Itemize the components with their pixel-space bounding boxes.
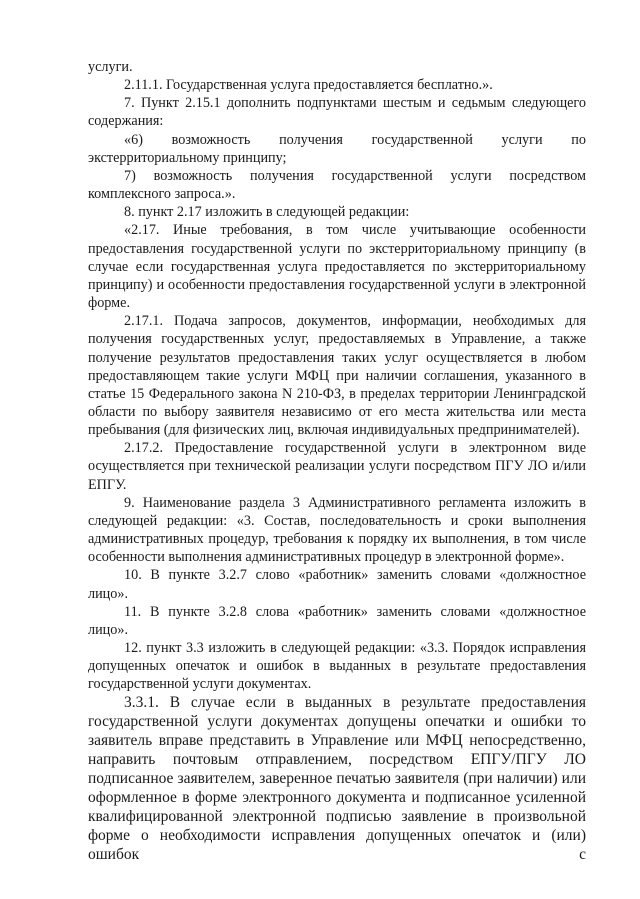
paragraph-subitem-7: 7) возможность получения государственной услуги посредством комплексного запроса.». [88,167,586,203]
paragraph-2-17-1: 2.17.1. Подача запросов, документов, информации, необходимых для получения государственных услуг, предоставляемых в Управление, а также получение результатов предоставления таких услуг осуществляется в любом предоставляющем такие услуги МФЦ при наличии соглашения, указанного в статье 15 Федерального закона N 210-ФЗ, в пределах территории Ленинградской области по выбору заявителя независимо от его места жительства или места пребывания (для физических лиц, включая индивидуальных предпринимателей). [88,313,586,439]
paragraph-continuation: услуги. [88,59,133,75]
paragraph-2-17: «2.17. Иные требования, в том числе учитывающие особенности предоставления государственной услуги по экстерриториальному принципу (в случае если государственная услуга предоставляется по экстерриториальному принципу) и особенности предоставления государственной услуги в электронной форме. [88,222,586,312]
paragraph-item-12: 12. пункт 3.3 изложить в следующей редакции: «3.3. Порядок исправления допущенных опечаток и ошибок в выданных в результате предоставления государственной услуги документах. [88,640,586,693]
paragraph-item-7: 7. Пункт 2.15.1 дополнить подпунктами шестым и седьмым следующего содержания: [88,95,586,130]
document-page [88,58,586,864]
paragraph-item-9: 9. Наименование раздела 3 Административного регламента изложить в следующей редакции: «3. Состав, последовательность и сроки выполнения административных процедур, требования к порядку их выполнения, в том числе особенности выполнения административных процедур в электронной форме». [88,494,586,566]
paragraph-2-11-1: 2.11.1. Государственная услуга предоставляется бесплатно.». [124,77,493,94]
paragraph-item-11: 11. В пункте 3.2.8 слова «работник» заменить словами «должностное лицо». [88,603,586,638]
paragraph-item-8: 8. пункт 2.17 изложить в следующей редакции: [124,204,410,221]
paragraph-3-3-1: 3.3.1. В случае если в выданных в результате предоставления государственной услуги документах допущены опечатки и ошибки то заявитель вправе представить в Управление или МФЦ непосредственно, направить почтовым отправлением, посредством ЕПГУ/ПГУ ЛО подписанное заявителем, заверенное печатью заявителя (при наличии) или оформленное в форме электронного документа и подписанное усиленной квалифицированной электронной подписью заявление в произвольной форме о необходимости исправления допущенных опечаток и (или) ошибок с [88,694,586,864]
paragraph-2-17-2: 2.17.2. Предоставление государственной услуги в электронном виде осуществляется при технической реализации услуги посредством ПГУ ЛО и/или ЕПГУ. [88,440,586,493]
paragraph-item-10: 10. В пункте 3.2.7 слово «работник» заменить словами «должностное лицо». [88,567,586,602]
paragraph-subitem-6: «6) возможность получения государственной услуги по экстерриториальному принципу; [88,131,586,166]
